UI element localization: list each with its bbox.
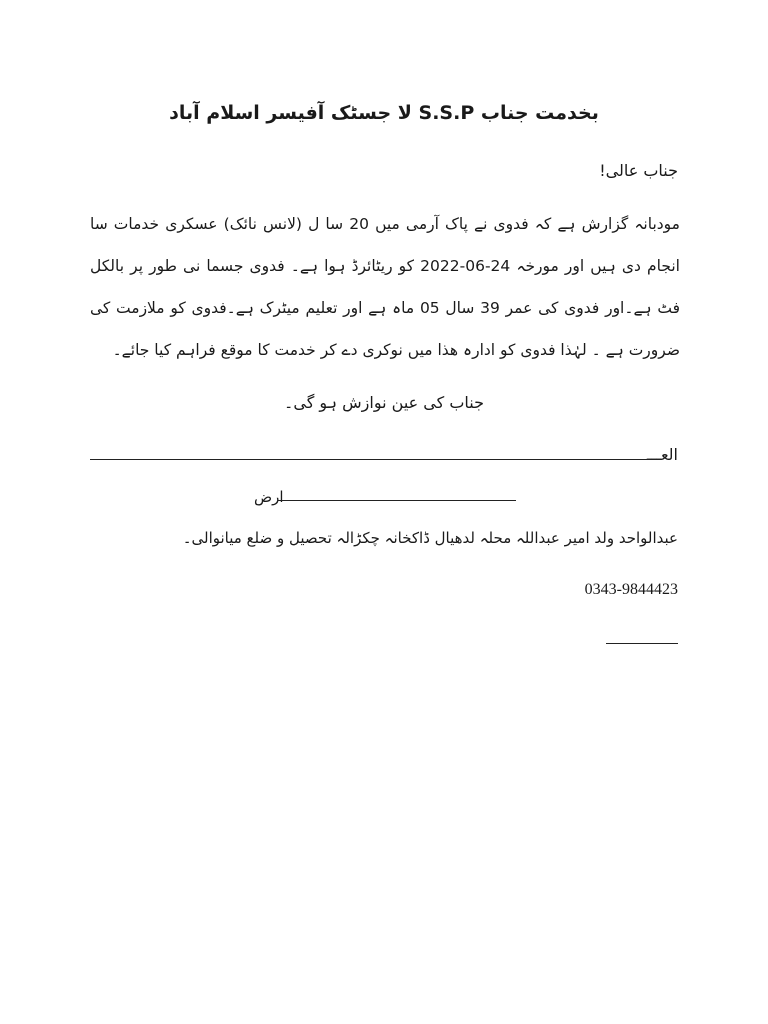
closing-line: جناب کی عین نوازش ہو گی۔ [284,393,484,412]
letter-title: بخدمت جناب S.S.P لا جسٹک آفیسر اسلام آباد [169,102,599,124]
signature-label: ارض [254,488,284,506]
phone-number: 0343-9844423 [584,581,678,598]
salutation: جناب عالی! [599,161,678,180]
applicant-underline [90,459,662,460]
letter-body: مودبانہ گزارش ہے کہ فدوی نے پاک آرمی میں 20 سا ل (لانس نائک) عسکری خدمات سا انجام دی ہیں اور مورخہ 24-06-2022 کو ریٹائرڈ ہوا ہے۔ فدوی جسما نی طور پر بالکل فٹ ہے۔اور فدوی کی عمر 39 سال 05 ماہ ہے اور تعلیم میٹرک ہے۔فدوی کو ملازمت کی ضرورت ہے ۔ لہٰذا فدوی کو ادارہ ھذا میں نوکری دے کر خدمت کا موقع فراہم کیا جائے۔ [90,215,680,359]
signature-row [254,482,516,512]
applicant-row [90,440,678,470]
date-line [606,643,678,644]
applicant-address: عبدالواحد ولد امیر عبداللہ محلہ لدھیال ڈاکخانہ چکڑالہ تحصیل و ضلع میانوالی۔ [182,529,678,547]
signature-line [278,500,516,501]
applicant-label: العـــ [646,445,678,464]
